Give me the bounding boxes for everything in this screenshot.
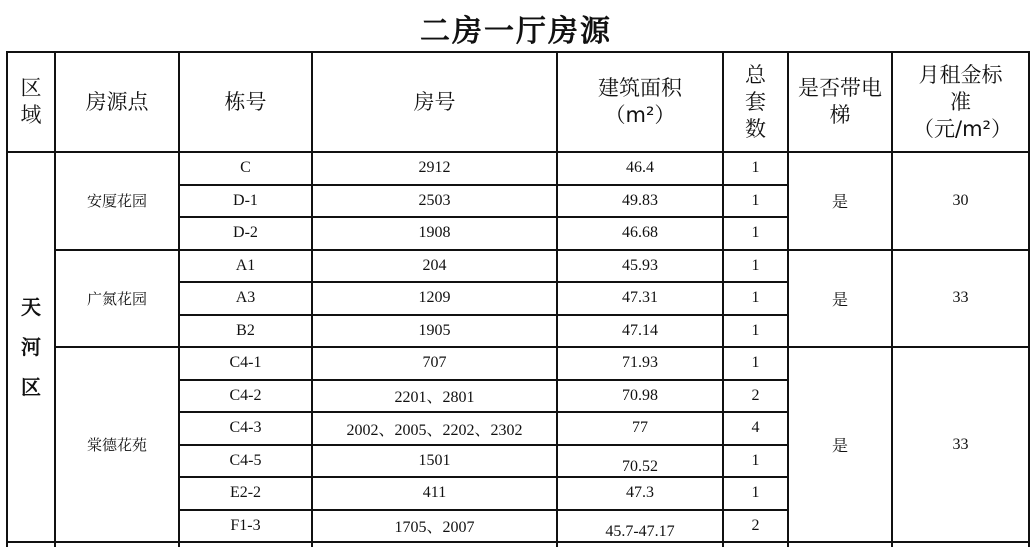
area-cell: 70.98	[557, 380, 723, 413]
building-cell: C4-5	[179, 445, 312, 478]
elevator-cell: 是	[788, 152, 892, 250]
count-cell: 2	[723, 380, 788, 413]
building-cell: C4-3	[179, 412, 312, 445]
estate-name: 棠德花苑	[55, 347, 179, 542]
table-row	[7, 250, 1029, 283]
building-cell: C	[179, 152, 312, 185]
building-cell: A1	[179, 250, 312, 283]
header-count-text: 总套数	[745, 62, 766, 141]
count-cell: 1	[723, 315, 788, 348]
header-estate: 房源点	[55, 52, 179, 152]
room-cell: 707	[312, 347, 557, 380]
room-cell: 411	[312, 477, 557, 510]
header-row	[7, 52, 1029, 152]
count-cell: 1	[723, 282, 788, 315]
elevator-cell: 是	[788, 250, 892, 348]
empty-cell	[312, 542, 557, 547]
room-cell: 204	[312, 250, 557, 283]
area-cell	[557, 445, 723, 478]
listing-table	[6, 51, 1030, 547]
area-cell: 77	[557, 412, 723, 445]
estate-name: 广氮花园	[55, 250, 179, 348]
empty-cell	[179, 542, 312, 547]
table-row-cutoff	[7, 542, 1029, 547]
district-cell	[7, 152, 55, 542]
room-cell: 1705、2007	[312, 510, 557, 543]
elevator-cell: 是	[788, 347, 892, 542]
header-elevator	[788, 52, 892, 152]
room-cell: 2503	[312, 185, 557, 218]
area-cell	[557, 510, 723, 543]
header-elevator-text: 是否带电梯	[798, 76, 882, 127]
area-text: 70.52	[622, 457, 658, 475]
count-cell: 1	[723, 445, 788, 478]
header-area-text: 建筑面积（m²）	[598, 76, 682, 127]
room-cell: 1908	[312, 217, 557, 250]
room-cell: 2002、2005、2202、2302	[312, 412, 557, 445]
empty-cell	[7, 542, 55, 547]
table-row	[7, 347, 1029, 380]
area-cell: 47.3	[557, 477, 723, 510]
building-cell: D-1	[179, 185, 312, 218]
estate-name: 安厦花园	[55, 152, 179, 250]
count-cell: 1	[723, 347, 788, 380]
count-cell: 1	[723, 250, 788, 283]
count-cell: 4	[723, 412, 788, 445]
count-cell: 1	[723, 217, 788, 250]
area-cell: 47.14	[557, 315, 723, 348]
empty-cell	[557, 542, 723, 547]
header-rent-text: 月租金标准（元/m²）	[913, 62, 1012, 141]
header-count	[723, 52, 788, 152]
count-cell: 1	[723, 185, 788, 218]
area-cell: 46.4	[557, 152, 723, 185]
empty-cell	[788, 542, 892, 547]
room-cell: 1905	[312, 315, 557, 348]
header-district-text: 区域	[20, 76, 42, 127]
building-cell: E2-2	[179, 477, 312, 510]
header-building: 栋号	[179, 52, 312, 152]
room-cell: 2912	[312, 152, 557, 185]
header-area	[557, 52, 723, 152]
count-cell: 2	[723, 510, 788, 543]
count-cell: 1	[723, 152, 788, 185]
empty-cell	[723, 542, 788, 547]
table-row	[7, 152, 1029, 185]
room-cell: 1501	[312, 445, 557, 478]
empty-cell	[55, 542, 179, 547]
room-cell: 1209	[312, 282, 557, 315]
area-text: 45.7-47.17	[605, 522, 675, 540]
room-cell: 2201、2801	[312, 380, 557, 413]
building-cell: D-2	[179, 217, 312, 250]
area-cell: 45.93	[557, 250, 723, 283]
building-cell: C4-2	[179, 380, 312, 413]
building-cell: F1-3	[179, 510, 312, 543]
header-room: 房号	[312, 52, 557, 152]
page-title: 二房一厅房源	[420, 14, 612, 49]
area-cell: 71.93	[557, 347, 723, 380]
empty-cell	[892, 542, 1029, 547]
building-cell: A3	[179, 282, 312, 315]
header-district	[7, 52, 55, 152]
building-cell: B2	[179, 315, 312, 348]
district-text: 天河区	[21, 295, 41, 399]
area-cell: 46.68	[557, 217, 723, 250]
rent-cell: 33	[892, 250, 1029, 348]
header-rent	[892, 52, 1029, 152]
count-cell: 1	[723, 477, 788, 510]
rent-cell: 30	[892, 152, 1029, 250]
area-cell: 49.83	[557, 185, 723, 218]
area-cell: 47.31	[557, 282, 723, 315]
rent-cell: 33	[892, 347, 1029, 542]
building-cell: C4-1	[179, 347, 312, 380]
